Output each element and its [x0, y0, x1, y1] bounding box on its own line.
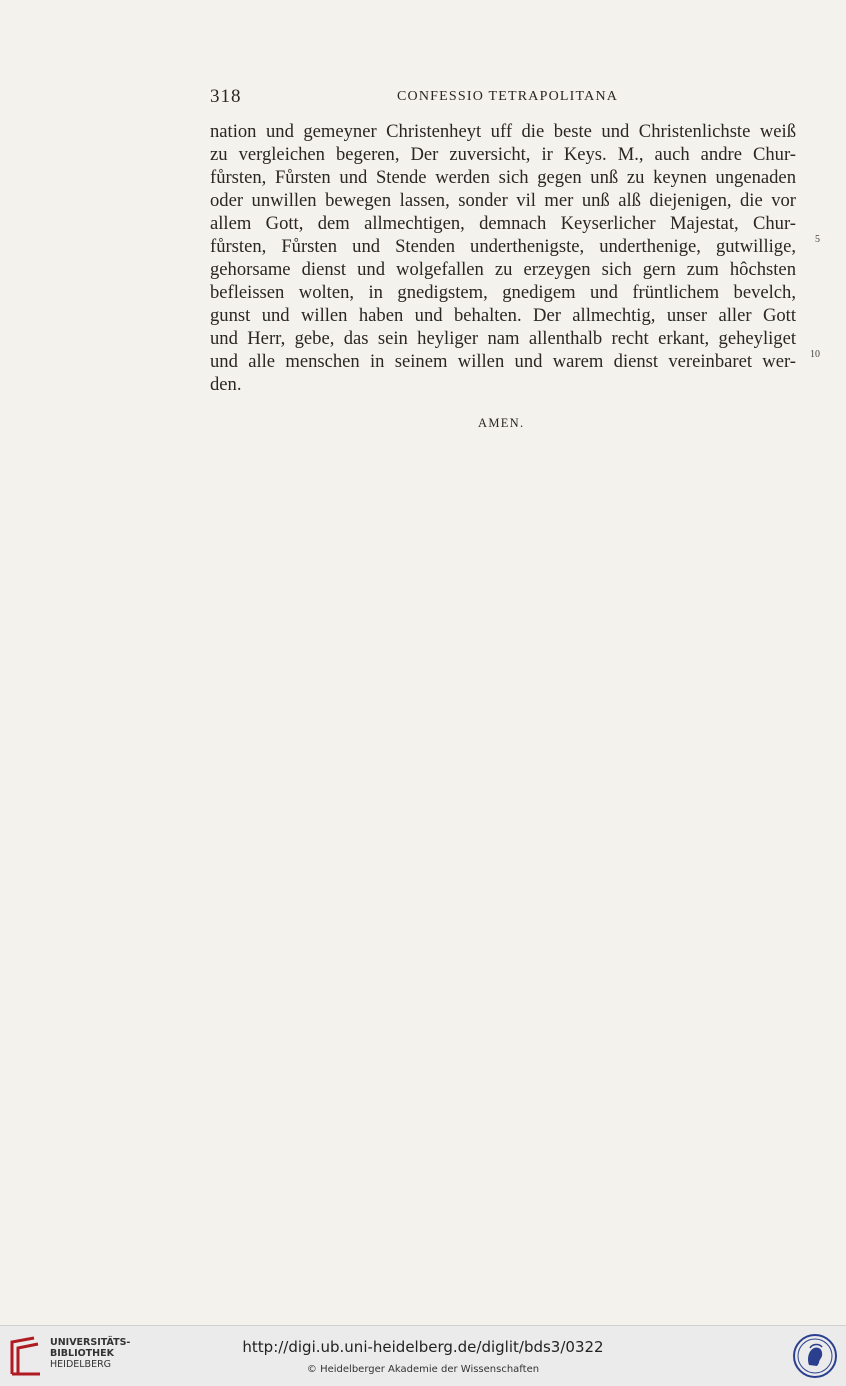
text-line: und alle menschen in seinem willen und warem dienst vereinbaret wer-: [210, 351, 796, 372]
line-number-10: 10: [810, 349, 820, 360]
text-line: gunst und willen haben und behalten. Der allmechtig, unser aller Gott: [210, 305, 796, 326]
text-line: und Herr, gebe, das sein heyliger nam allenthalb recht erkant, geheyliget: [210, 328, 796, 349]
copyright-notice: © Heidelberger Akademie der Wissenschaften: [306, 1364, 540, 1375]
text-line: fůrsten, Fůrsten und Stenden underthenigste, underthenige, gutwillige,: [210, 236, 796, 257]
closing-amen: AMEN.: [478, 416, 525, 430]
body-text: [210, 120, 796, 396]
running-title: CONFESSIO TETRAPOLITANA: [397, 89, 619, 104]
permalink-url[interactable]: http://digi.ub.uni-heidelberg.de/diglit/bds3/0322: [242, 1338, 604, 1356]
library-name-line3: HEIDELBERG: [50, 1359, 112, 1370]
text-line: gehorsame dienst und wolgefallen zu erzeygen sich gern zum hôchsten: [210, 259, 796, 280]
library-name-line1: UNIVERSITÄTS-: [50, 1337, 131, 1348]
text-line: zu vergleichen begeren, Der zuversicht, ir Keys. M., auch andre Chur-: [210, 144, 796, 165]
text-line: befleissen wolten, in gnedigstem, gnedigem und früntlichem bevelch,: [210, 282, 796, 303]
running-head: [210, 86, 796, 108]
page-number: 318: [210, 86, 242, 107]
footer-bar: [0, 1325, 846, 1386]
academy-seal-icon: [792, 1333, 838, 1379]
text-line: nation und gemeyner Christenheyt uff die beste und Christenlichste weiß: [210, 121, 796, 142]
library-name-line2: BIBLIOTHEK: [50, 1348, 114, 1359]
text-line: den.: [210, 374, 242, 395]
line-number-5: 5: [815, 234, 820, 245]
text-line: fůrsten, Fůrsten und Stende werden sich gegen unß zu keynen ungenaden: [210, 167, 796, 188]
text-line: allem Gott, dem allmechtigen, demnach Keyserlicher Majestat, Chur-: [210, 213, 796, 234]
text-line: oder unwillen bewegen lassen, sonder vil mer unß alß diejenigen, die vor: [210, 190, 796, 211]
